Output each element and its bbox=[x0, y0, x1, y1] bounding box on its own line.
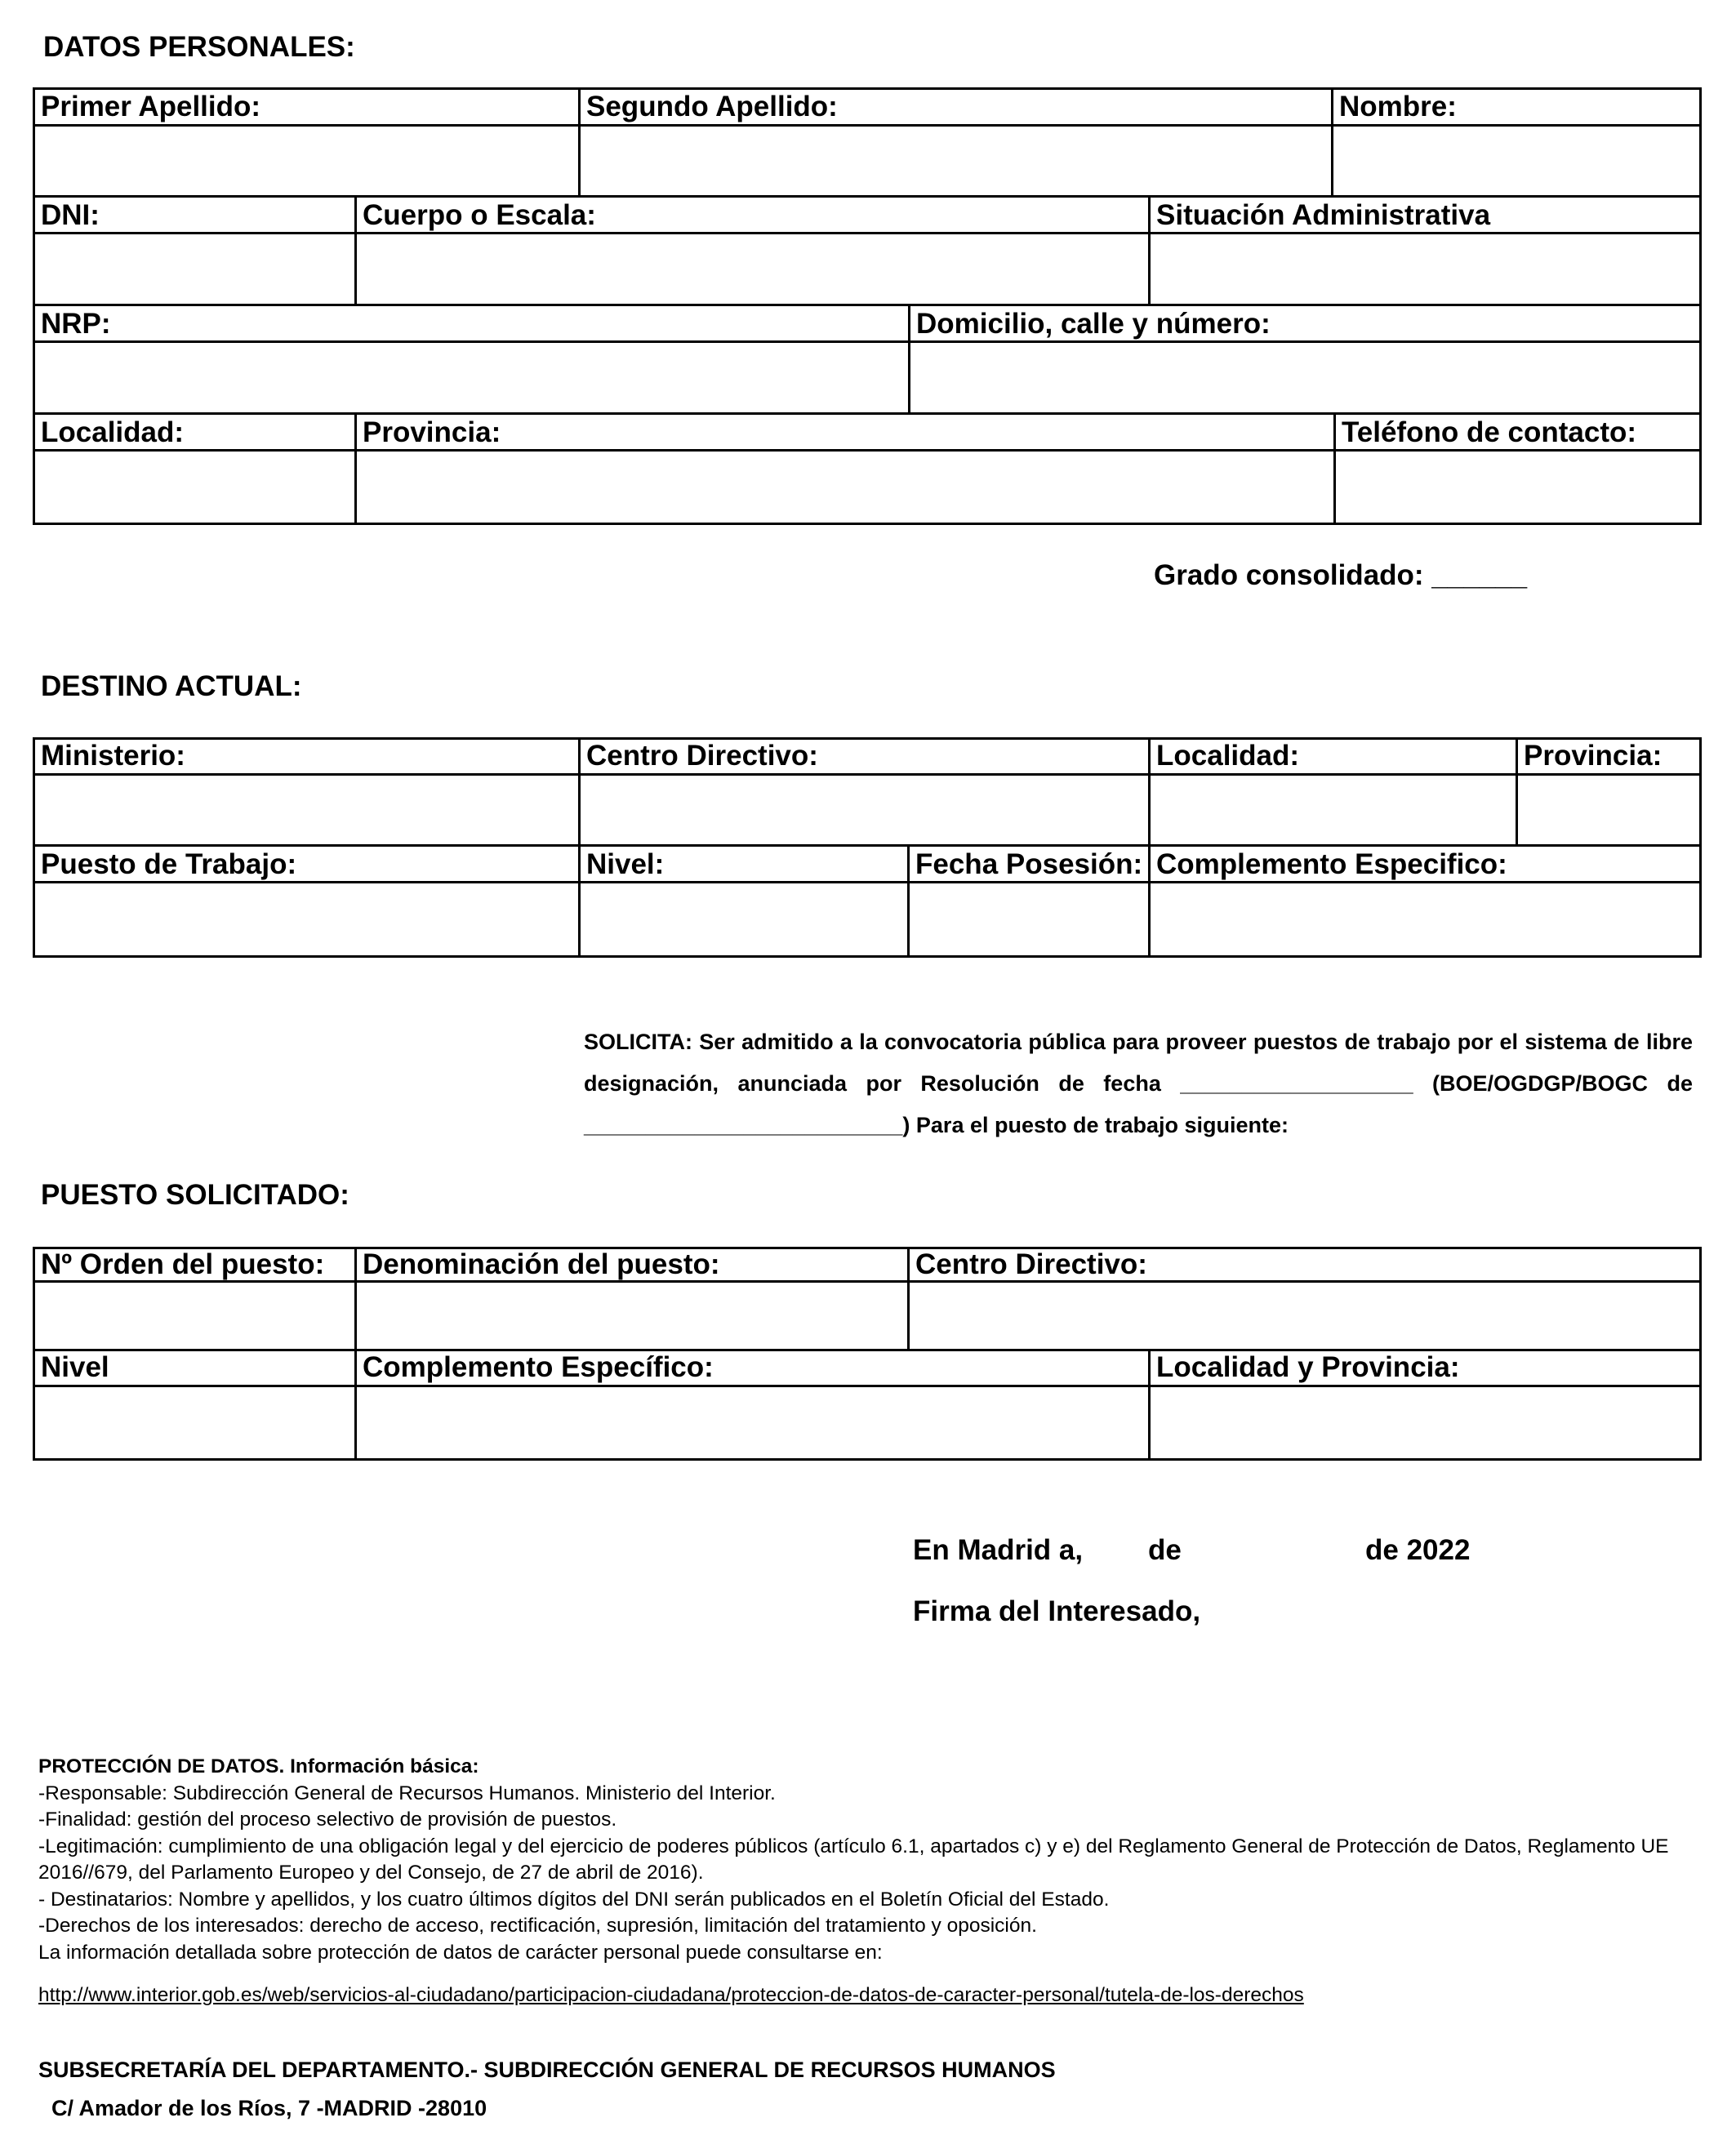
localidad-label: Localidad: bbox=[41, 416, 185, 448]
nombre-field[interactable] bbox=[1333, 127, 1697, 195]
complemento-especifico-actual-field[interactable] bbox=[1151, 883, 1697, 953]
localidad-field[interactable] bbox=[35, 452, 354, 520]
puesto-trabajo-field[interactable] bbox=[35, 883, 578, 953]
datos-personales-heading: DATOS PERSONALES: bbox=[43, 31, 355, 63]
puesto-solicitado-grid bbox=[33, 1247, 1702, 1461]
provincia-actual-field[interactable] bbox=[1518, 776, 1697, 844]
nivel-actual-label: Nivel: bbox=[586, 848, 665, 880]
puesto-solicitado-heading: PUESTO SOLICITADO: bbox=[41, 1179, 349, 1211]
proteccion-line-responsable: -Responsable: Subdirección General de Recursos Humanos. Ministerio del Interior. bbox=[38, 1782, 776, 1804]
nivel-solicitado-label: Nivel bbox=[41, 1351, 109, 1383]
orden-puesto-label: Nº Orden del puesto: bbox=[41, 1248, 325, 1280]
destino-actual-heading: DESTINO ACTUAL: bbox=[41, 670, 302, 702]
solicita-paragraph: SOLICITA: Ser admitido a la convocatoria pública para proveer puestos de trabajo por el sistema de libre designación, anunciada por Resolución de fecha ___________________ (BOE/OGDGP/BOGC de __________________________) Para el puesto de trabajo siguiente: bbox=[584, 1030, 1693, 1137]
telefono-field[interactable] bbox=[1336, 452, 1697, 520]
primer-apellido-field[interactable] bbox=[35, 127, 578, 195]
fecha-posesion-label: Fecha Posesión: bbox=[915, 848, 1143, 880]
proteccion-datos-link[interactable]: http://www.interior.gob.es/web/servicios-al-ciudadano/participacion-ciudadana/proteccion-de-datos-de-caracter-personal/tutela-de-los-derechos bbox=[38, 1984, 1304, 2006]
nrp-label: NRP: bbox=[41, 308, 111, 340]
complemento-especifico-solicitado-field[interactable] bbox=[357, 1387, 1148, 1456]
fecha-posesion-field[interactable] bbox=[910, 883, 1148, 953]
complemento-especifico-solicitado-label: Complemento Específico: bbox=[363, 1351, 714, 1383]
proteccion-line-destinatarios: - Destinatarios: Nombre y apellidos, y los cuatro últimos dígitos del DNI serán publicados en el Boletín Oficial del Estado. bbox=[38, 1888, 1110, 1911]
nivel-solicitado-field[interactable] bbox=[35, 1387, 354, 1456]
localidad-actual-field[interactable] bbox=[1151, 776, 1516, 844]
proteccion-datos-block bbox=[38, 1754, 1696, 1966]
nivel-actual-field[interactable] bbox=[581, 883, 907, 953]
grado-consolidado: Grado consolidado: ______ bbox=[1154, 559, 1528, 591]
footer-subsecretaria: SUBSECRETARÍA DEL DEPARTAMENTO.- SUBDIRECCIÓN GENERAL DE RECURSOS HUMANOS bbox=[38, 2058, 1056, 2082]
centro-directivo-label: Centro Directivo: bbox=[586, 740, 818, 772]
segundo-apellido-field[interactable] bbox=[581, 127, 1331, 195]
nrp-field[interactable] bbox=[35, 343, 908, 412]
orden-puesto-field[interactable] bbox=[35, 1283, 354, 1349]
proteccion-line-informacion: La información detallada sobre protección de datos de carácter personal puede consultarse en: bbox=[38, 1941, 883, 1964]
ministerio-label: Ministerio: bbox=[41, 740, 185, 772]
denominacion-puesto-label: Denominación del puesto: bbox=[363, 1248, 720, 1280]
footer-direccion: C/ Amador de los Ríos, 7 -MADRID -28010 bbox=[51, 2096, 487, 2120]
domicilio-field[interactable] bbox=[910, 343, 1697, 412]
proteccion-line-legitimacion: -Legitimación: cumplimiento de una obligación legal y del ejercicio de poderes públicos (artículo 6.1, apartados c) y e) del Reglamento General de Protección de Datos, Reglamento UE 2016//679, del Parlamento Europeo y del Consejo, de 27 de abril de 2016). bbox=[38, 1835, 1669, 1884]
destino-actual-grid bbox=[33, 737, 1702, 958]
firma-interesado: Firma del Interesado, bbox=[913, 1595, 1201, 1627]
dni-field[interactable] bbox=[35, 234, 354, 304]
localidad-provincia-label: Localidad y Provincia: bbox=[1156, 1351, 1460, 1383]
proteccion-line-derechos: -Derechos de los interesados: derecho de acceso, rectificación, supresión, limitación del tratamiento y oposición. bbox=[38, 1915, 1037, 1937]
centro-directivo-field[interactable] bbox=[581, 776, 1148, 844]
localidad-actual-label: Localidad: bbox=[1156, 740, 1300, 772]
domicilio-label: Domicilio, calle y número: bbox=[916, 308, 1271, 340]
centro-directivo-solicitado-label: Centro Directivo: bbox=[915, 1248, 1147, 1280]
de-text: de bbox=[1148, 1534, 1182, 1566]
localidad-provincia-field[interactable] bbox=[1151, 1387, 1697, 1456]
provincia-label: Provincia: bbox=[363, 416, 501, 448]
cuerpo-escala-field[interactable] bbox=[357, 234, 1148, 304]
situacion-administrativa-label: Situación Administrativa bbox=[1156, 199, 1491, 231]
proteccion-datos-heading: PROTECCIÓN DE DATOS. Información básica: bbox=[38, 1755, 479, 1777]
primer-apellido-label: Primer Apellido: bbox=[41, 91, 261, 122]
en-madrid-text: En Madrid a, bbox=[913, 1534, 1084, 1566]
dni-label: DNI: bbox=[41, 199, 100, 231]
denominacion-puesto-field[interactable] bbox=[357, 1283, 907, 1349]
proteccion-line-finalidad: -Finalidad: gestión del proceso selectivo de provisión de puestos. bbox=[38, 1808, 617, 1831]
provincia-actual-label: Provincia: bbox=[1524, 740, 1663, 772]
puesto-trabajo-label: Puesto de Trabajo: bbox=[41, 848, 297, 880]
segundo-apellido-label: Segundo Apellido: bbox=[586, 91, 838, 122]
datos-personales-grid bbox=[33, 87, 1702, 525]
situacion-administrativa-field[interactable] bbox=[1151, 234, 1697, 304]
centro-directivo-solicitado-field[interactable] bbox=[910, 1283, 1697, 1349]
complemento-especifico-actual-label: Complemento Especifico: bbox=[1156, 848, 1507, 880]
cuerpo-escala-label: Cuerpo o Escala: bbox=[363, 199, 596, 231]
provincia-field[interactable] bbox=[357, 452, 1333, 520]
nombre-label: Nombre: bbox=[1339, 91, 1457, 122]
telefono-label: Teléfono de contacto: bbox=[1342, 416, 1637, 448]
de-year-text: de 2022 bbox=[1365, 1534, 1471, 1566]
ministerio-field[interactable] bbox=[35, 776, 578, 844]
